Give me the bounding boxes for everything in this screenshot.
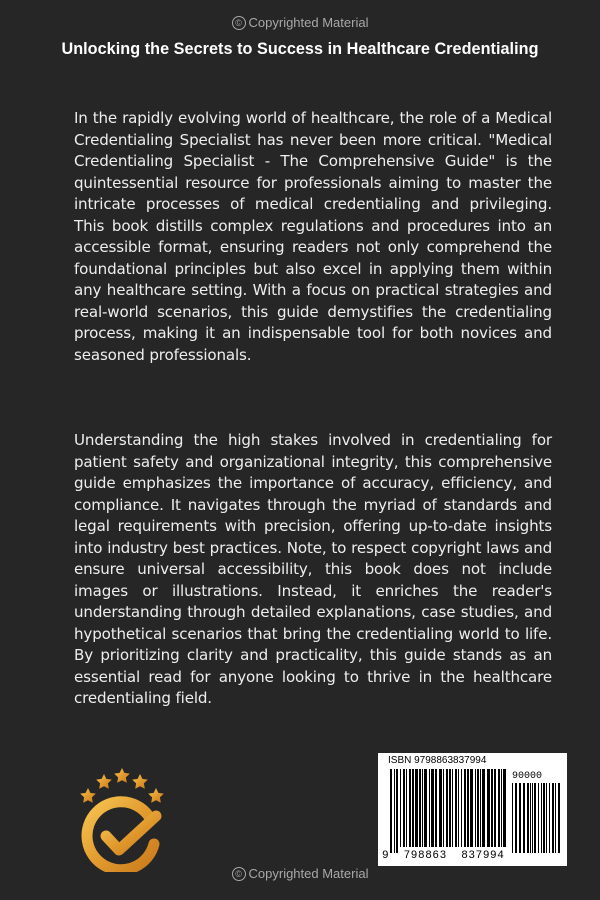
isbn-digits: 9 798863 837994 bbox=[382, 850, 505, 862]
barcode-bar bbox=[449, 769, 451, 847]
barcode-bar bbox=[461, 769, 462, 847]
barcode-bar bbox=[491, 769, 493, 847]
barcode-addon-bar bbox=[534, 783, 536, 853]
barcode-bar bbox=[400, 769, 401, 847]
barcode-addon-bar bbox=[527, 783, 529, 853]
description-paragraph-2: Understanding the high stakes involved in credentialing for patient safety and organizational integrity, this comprehensive guide emphasizes the importance of accuracy, efficiency, and compliance. It navigates through the myriad of standards and legal requirements with precision, offering up-to-date insights into industry best practices. Note, to respect copyright laws and ensure universal accessibility, this book does not include images or illustrations. Instead, it enriches the reader's understanding through detailed explanations, case studies, and hypothetical scenarios that bring the credentialing world to life. By prioritizing clarity and practicality, this guide stands as an essential read for anyone looking to thrive in the healthcare credentialing field. bbox=[74, 431, 552, 707]
barcode-bar bbox=[455, 769, 457, 847]
barcode-bar bbox=[464, 769, 466, 847]
barcode-bar bbox=[403, 769, 405, 847]
barcode-bar bbox=[470, 769, 473, 847]
barcode-addon-bar bbox=[541, 783, 542, 853]
barcode-bar bbox=[406, 769, 407, 847]
star-icon bbox=[148, 788, 164, 803]
barcode-addon-bar bbox=[515, 783, 517, 853]
watermark-text: Copyrighted Material bbox=[248, 866, 369, 881]
five-star-checkmark-badge-icon bbox=[72, 762, 172, 872]
barcode-bar bbox=[429, 769, 430, 847]
copyright-watermark-top bbox=[0, 15, 600, 30]
barcode-bar bbox=[446, 769, 448, 847]
barcode-addon-bar bbox=[532, 783, 533, 853]
barcode-bar bbox=[439, 769, 442, 847]
star-icon bbox=[114, 768, 130, 783]
star-icon bbox=[80, 788, 96, 803]
isbn-label: ISBN 9798863837994 bbox=[388, 755, 487, 766]
barcode-bar bbox=[390, 769, 392, 853]
barcode-addon-bar bbox=[538, 783, 539, 853]
watermark-text: Copyrighted Material bbox=[248, 15, 369, 30]
barcode-addon-bar bbox=[530, 783, 531, 853]
barcode-bar bbox=[501, 769, 502, 847]
copyright-icon: © bbox=[232, 16, 246, 30]
barcode-bar bbox=[458, 769, 459, 847]
barcode-bar bbox=[494, 769, 496, 847]
barcode-addon-bar bbox=[523, 783, 525, 853]
barcode-addon-bar bbox=[519, 783, 521, 853]
barcode-bar bbox=[452, 769, 453, 847]
barcode-bar bbox=[424, 769, 427, 847]
barcode-addon-bar bbox=[512, 783, 513, 853]
barcode-bar bbox=[482, 769, 485, 847]
barcode-bar bbox=[487, 769, 490, 847]
isbn-barcode bbox=[378, 753, 567, 866]
price-code: 90000 bbox=[512, 771, 543, 782]
barcode-bar bbox=[431, 769, 434, 847]
barcode-addon-bar bbox=[549, 783, 550, 853]
description-paragraph-1: In the rapidly evolving world of healthcare, the role of a Medical Credentialing Specialist has never been more critical. "Medical Credentialing Specialist - The Comprehensive Guide" is the quintessential resource for professionals aiming to master the intricate processes of medical credentialing and privileging. This book distills complex regulations and procedures into an accessible format, ensuring readers not only comprehend the foundational principles but also excel in applying them within any healthcare setting. With a focus on practical strategies and real-world scenarios, this guide demystifies the credentialing process, making it an indispensable tool for both novices and seasoned professionals. bbox=[74, 109, 552, 364]
barcode-addon-bar bbox=[555, 783, 556, 853]
back-cover-title: Unlocking the Secrets to Success in Healthcare Credentialing bbox=[61, 40, 539, 58]
barcode-bar bbox=[443, 769, 444, 847]
barcode-addon-bar bbox=[552, 783, 554, 853]
star-icon bbox=[132, 774, 148, 789]
barcode-bar bbox=[394, 769, 395, 853]
barcode-bar bbox=[396, 769, 398, 853]
copyright-icon: © bbox=[232, 867, 246, 881]
copyright-watermark-bottom bbox=[0, 866, 600, 881]
barcode-addon-bar bbox=[543, 783, 545, 853]
barcode-addon-bar bbox=[546, 783, 547, 853]
barcode-bar bbox=[467, 769, 469, 847]
barcode-bar bbox=[435, 769, 437, 847]
barcode-bar bbox=[503, 769, 506, 847]
barcode-addon-bar bbox=[558, 783, 560, 853]
barcode-bar bbox=[415, 769, 418, 847]
barcode-bar bbox=[475, 769, 476, 847]
barcode-bar bbox=[409, 769, 411, 847]
barcode-bar bbox=[477, 769, 479, 847]
barcode-bar bbox=[480, 769, 481, 847]
barcode-bar bbox=[419, 769, 421, 847]
star-icon bbox=[96, 774, 112, 789]
barcode-bar bbox=[422, 769, 423, 847]
barcode-bar bbox=[498, 769, 500, 847]
barcode-bar bbox=[412, 769, 414, 847]
